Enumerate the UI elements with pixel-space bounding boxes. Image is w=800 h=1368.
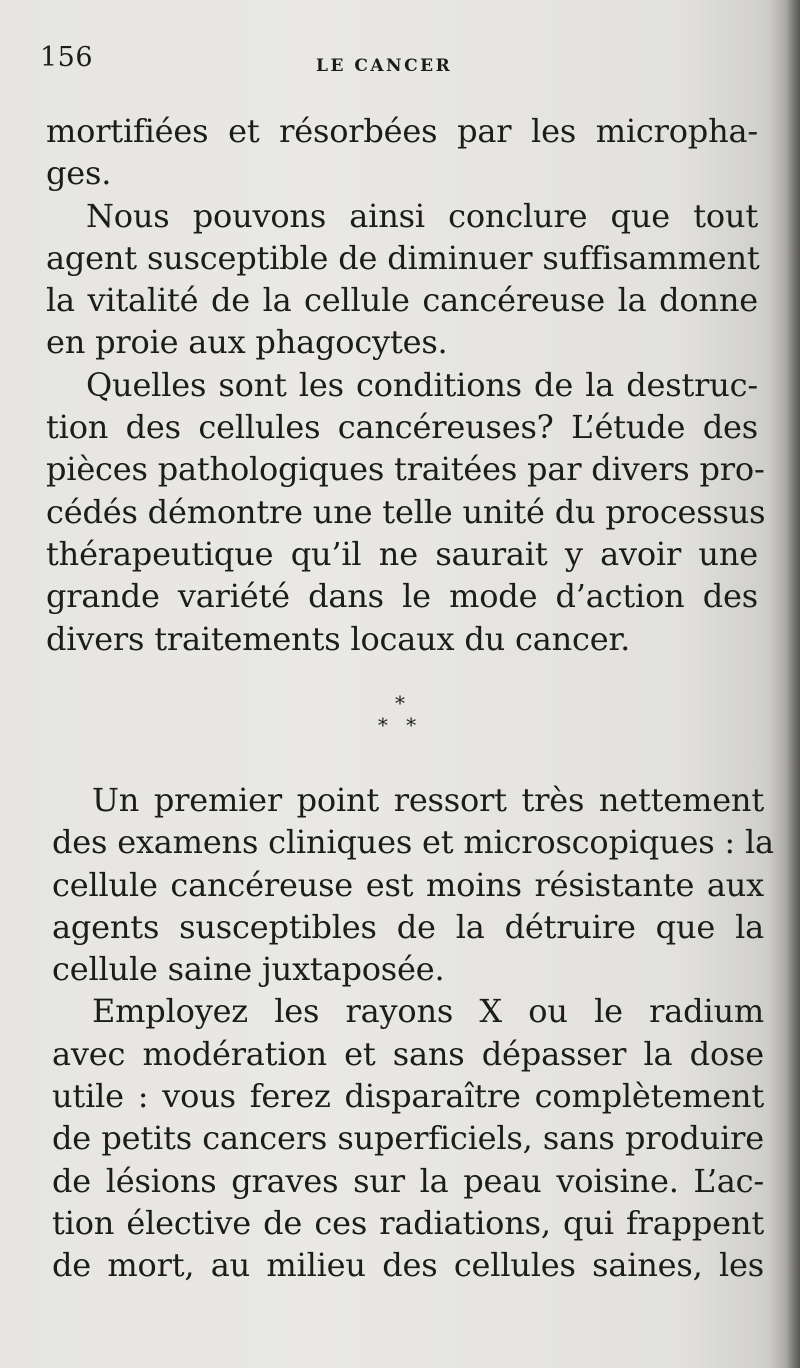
text-line: cédés démontre une telle unité du processus [46,492,766,531]
asterism-top: * [395,691,405,715]
text-line: tion élective de ces radiations, qui frappent [52,1203,764,1242]
text-block-bottom [52,779,774,1287]
text-line: Un premier point ressort très nettement [92,781,764,819]
asterism-bottom: * * [377,713,423,737]
page-header [40,42,760,82]
text-line: cellule saine juxtaposée. [52,950,445,989]
text-line: Employez les rayons X ou le radium [92,992,764,1031]
text-line: thérapeutique qu’il ne saurait y avoir une [46,534,758,573]
text-line: tion des cellules cancéreuses? L’étude des [46,408,758,447]
page-edge-shadow [786,0,800,1368]
text-line: divers traitements locaux du cancer. [46,619,631,658]
page-number: 156 [40,42,94,73]
text-line: de lésions graves sur la peau voisine. L’ac- [52,1161,764,1200]
text-line: Nous pouvons ainsi conclure que tout [86,196,758,235]
text-line: grande variété dans le mode d’action des [46,577,758,616]
text-line: Quelles sont les conditions de la destruc- [86,365,758,404]
text-line: agent susceptible de diminuer suffisamment [46,238,760,277]
text-line: pièces pathologiques traitées par divers pro- [46,450,765,489]
text-line: avec modération et sans dépasser la dose [52,1034,764,1073]
text-line: agents susceptibles de la détruire que la [52,907,764,946]
text-line: en proie aux phagocytes. [46,323,448,362]
section-ornament-asterism [370,692,430,752]
text-line: de mort, au milieu des cellules saines, les [52,1246,764,1285]
text-block-top [46,110,766,660]
text-line: mortifiées et résorbées par les micropha- [46,112,758,150]
text-line: de petits cancers superficiels, sans produire [52,1119,764,1158]
running-head: LE CANCER [316,56,453,76]
text-line: la vitalité de la cellule cancéreuse la donne [46,281,758,320]
text-line: ges. [46,154,112,193]
text-line: utile : vous ferez disparaître complètement [52,1077,764,1116]
text-line: cellule cancéreuse est moins résistante aux [52,865,764,904]
text-line: des examens cliniques et microscopiques : la [52,823,774,862]
